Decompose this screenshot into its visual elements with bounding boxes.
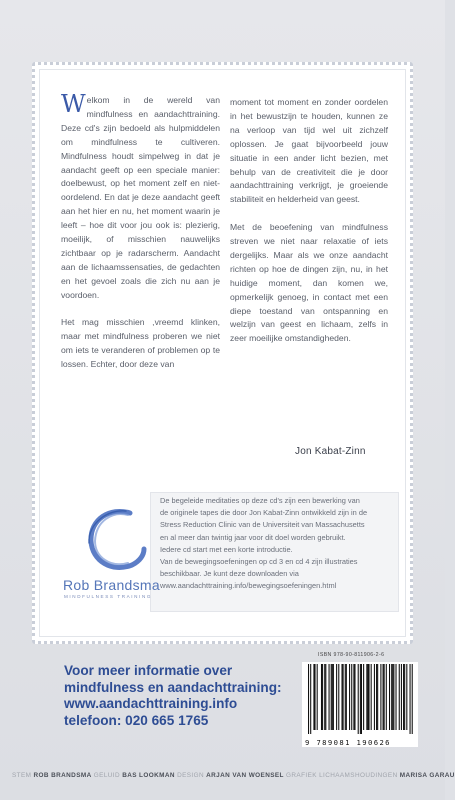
continuation-paragraph: moment tot moment en zonder oordelen in het bewustzijn te houden, kunnen ze na verloop van tijd wel uit zichzelf oplossen. Je gaat bijvoorbeeld jouw situatie in een ander licht bezien, met behulp van de creativiteit die je door aandachttraining verkrijgt, je groeiende stabiliteit en helderheid van geest. [230,97,388,205]
info-line: Van de bewegingsoefeningen op cd 3 en cd 4 zijn illustraties [160,557,358,567]
info-text [160,495,392,593]
second-paragraph: Het mag misschien ,vreemd klinken, maar met mindfulness proberen we niet om iets te veranderen of problemen op te lossen. Echter, door deze van [61,317,220,370]
barcode-panel [302,662,418,747]
info-line: en al meer dan twintig jaar voor dit doel worden gebruikt. [160,532,346,542]
credit-role: DESIGN [177,772,204,779]
credit-name: ARJAN VAN WOENSEL [206,772,284,779]
barcode-digits: 9 789081 190626 [305,738,391,747]
credit-role: GRAFIEK LICHAAMSHOUDINGEN [286,772,398,779]
info-line: De begeleide meditaties op deze cd's zijn een bewerking van [160,496,360,505]
author-signature: Jon Kabat-Zinn [295,446,366,457]
article-left-column [61,90,220,386]
drop-cap: W [61,90,86,118]
article-right-column [230,96,388,360]
info-line: de originele tapes die door Jon Kabat-Zinn ontwikkeld zijn in de [160,508,368,518]
info-line: beschikbaar. Je kunt deze downloaden via [160,569,299,579]
credit-name: BAS LOOKMAN [122,772,175,779]
credits-line [12,772,455,779]
credit-role: GELUID [93,772,120,779]
contact-phone: telefoon: 020 665 1765 [64,712,209,728]
contact-line: mindfulness en aandachttraining: [64,679,282,695]
contact-website-link[interactable]: www.aandachttraining.info [64,696,238,712]
enso-brush-circle-icon [82,505,152,580]
credit-name: MARISA GARAU [399,772,455,779]
info-download-url[interactable]: www.aandachttraining.info/bewegingsoefeningen.html [160,581,337,591]
contact-block [64,663,282,729]
info-line: Stress Reduction Clinic van de Universiteit van Massachusetts [160,520,365,530]
logo-tagline: MINDFULNESS TRAINING [64,594,153,599]
credit-name: ROB BRANDSMA [33,772,92,779]
contact-line: Voor meer informatie over [64,663,233,678]
intro-paragraph-text: elkom in de wereld van mindfulness en aandachttraining. Deze cd's zijn bedoeld als hulpmiddelen om mindfulness te cultiveren. Mindfulness houdt simpelweg in dat je aandacht geeft op een speciale manier: doelbewust, op het moment zelf en niet-oordelend. En dat je deze aandacht geeft aan het hier en nu, het moment waarin je leeft – hoe dit voor jou ook is: plezierig, moeilijk, of misschien nauwelijks zichtbaar op je radarscherm. Aandacht aan de lichaamssensaties, de gedachten en het gevoel zoals die zich nu aan je voordoen. [61,95,220,300]
info-line: Iedere cd start met een korte introductie. [160,544,293,554]
isbn-label: ISBN 978-90-811906-2-6 [318,652,385,658]
practice-paragraph: Met de beoefening van mindfulness streven we niet naar relaxatie of iets dergelijks. Maar als we onze aandacht richten op hoe de dingen zijn, nu, in het huidige moment, dan komen we, opmerkelijk genoeg, in contact met een diepe toestand van ontspanning en welzijn van geest en lichaam, zelfs in zeer moeilijke omstandigheden. [230,222,388,344]
barcode-icon [302,662,418,736]
logo-brand-name: Rob Brandsma [63,577,160,593]
credit-role: STEM [12,772,32,779]
intro-paragraph [61,90,220,303]
